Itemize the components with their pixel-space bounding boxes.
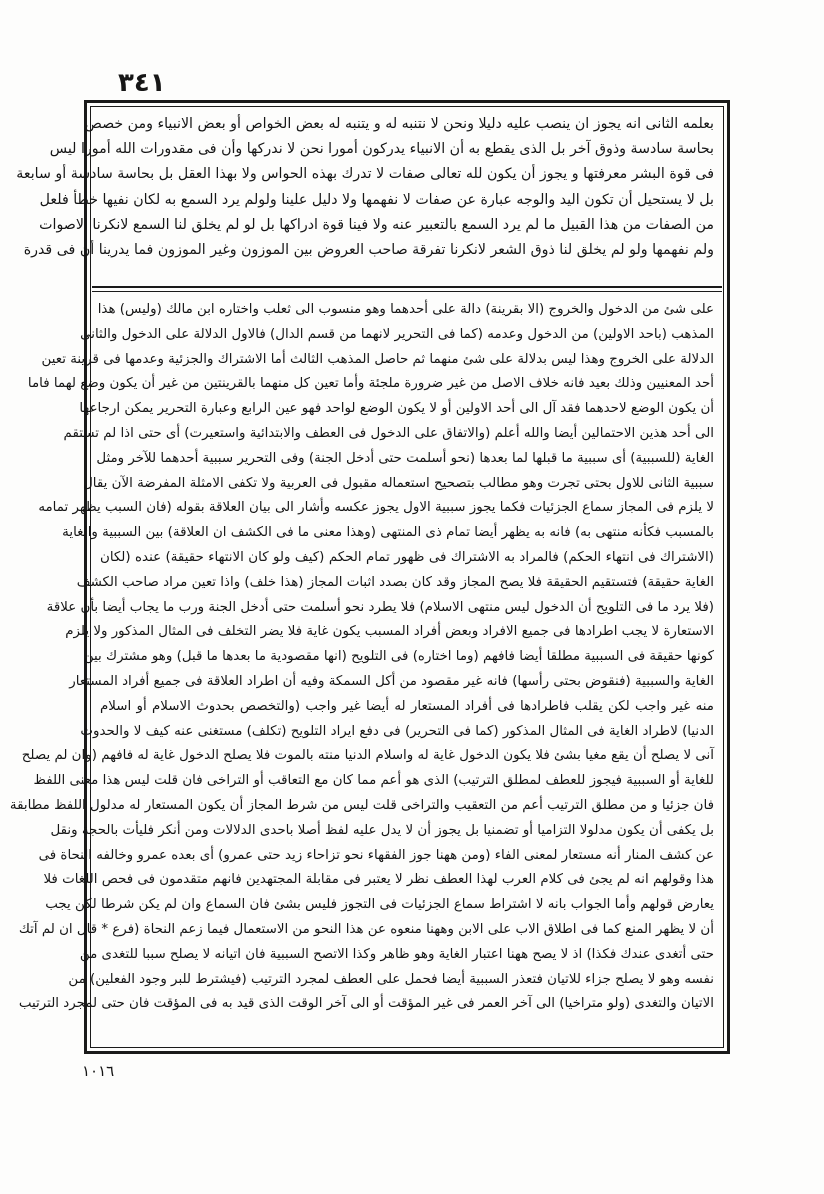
main-text-line: بل لا يستحيل أن تكون اليد والوجه عبارة عن صفات لا نفهمها ولا دليل علينا ولولم يرد السمع به لكان نفيها خطأ فلعل — [39, 191, 714, 208]
commentary-line: أحد المعنيين وذلك بعيد فانه خلاف الاصل من غير ضرورة ملجئة وأما تعين كل منهما بالقرينتين من غير أن يكون وضع لهما فاما — [27, 376, 714, 392]
main-text-block — [16, 112, 714, 272]
commentary-line: كونها حقيقة فى السببية مطلقا أيضا فافهم (وما اختاره) فى التلويح (انها مقصودية ما بعدها ما قبل) وهو مشترك بين — [83, 649, 714, 665]
main-text-line: فى قوة البشر معرفتها و يجوز أن يكون لله تعالى صفات لا تدرك بهذه الحواس ولا بهذا العقل بل بحاسة سادسة أو سابعة — [16, 166, 714, 183]
commentary-line: سببية الثانى للاول بحتى تجرت وهو مطالب بتصحيح استعماله مقبول فى العربية ولا تكفى الامثلة المفرضة الآن يقال — [83, 475, 714, 491]
commentary-line: (الاشتراك فى انتهاء الحكم) فالمراد به الاشتراك فى ظهور تمام الحكم (كيف ولو كان الانتهاء حقيقة) عنده (لكان — [100, 549, 714, 565]
commentary-line: يعارض قولهم وأما الجواب بانه لا اشتراط سماع الجزئيات فى التجوز فليس بشئ فان السماع وان لم يكن شرطا لكن يجب — [45, 897, 714, 913]
commentary-line: الدنيا) لاطراد الغاية فى المثال المذكور (كما فى التحرير) فى دفع ايراد التلويح (تكلف) مستغنى عنه كيف لا والحدوث — [80, 723, 714, 739]
main-text-line: من الصفات من هذا القبيل ما لم يرد السمع بالتعبير عنه ولا فينا قوة ادراكها بل لو لم يخلق لنا السمع لانكرنا الاصوات — [39, 216, 714, 233]
commentary-line: الغاية (للسببية) أى سببية ما قبلها لما بعدها (نحو أسلمت حتى أدخل الجنة) وفى التحرير سببية أحدهما للآخر ومثل — [96, 450, 714, 466]
commentary-line: الغاية حقيقة) فتستقيم الحقيقة فلا يصح المجاز وقد كان بصدد اثبات المجاز (هذا خلف) واذا تعين مراد صاحب الكشف — [76, 574, 714, 590]
commentary-line: نفسه وهو لا يصلح جزاء للاتيان فتعذر السببية أيضا فحمل على العطف لمجرد الترتيب (فيشترط للبر وجود الفعلين) من — [68, 971, 714, 987]
commentary-line: عن كشف المنار أنه مستعار لمعنى الفاء (ومن ههنا جوز الفقهاء نحو تزاحاء زيد حتى عمرو) أى بعده عمرو وخالفه النحاة فى — [38, 847, 714, 863]
commentary-line: الدلالة على الخروج وهذا ليس بدلالة على شئ منهما ثم حاصل المذهب الثالث أما الاشتراك والجزئية وعدمها فى قرينة تعين — [41, 351, 714, 367]
commentary-line: الى أحد هذين الاحتمالين أيضا والله أعلم (والاتفاق على الدخول فى العطف والابتدائية واستعيرت) أى حتى اذا لم تستقم — [63, 425, 714, 441]
commentary-line: لا يلزم فى المجاز سماع الجزئيات فكما يجوز سببية الاول يجوز عكسه وأشار الى بيان العلاقة بقوله (فان السبب يظهر تمامه — [38, 500, 714, 516]
commentary-text-block — [9, 298, 714, 1042]
commentary-line: للغاية أو السببية فيجوز للعطف لمطلق الترتيب) الذى هو أعم مما كان مع التعاقب أو التراخى فان قلت ليس هذا معنى اللفظ — [33, 773, 714, 789]
commentary-line: بالمسبب فكأنه منتهى به) فانه به يظهر أيضا تمام ذى المنتهى (وهذا معنى ما فى الكشف ان العلاقة) بين السببية والغاية — [62, 525, 714, 541]
commentary-line: أن لا يظهر المنع كما فى اطلاق الاب على الابن وههنا منعوه عن هذا النحو من الاستعمال فيما زعم النحاة (فرع * قال ان لم آتك — [18, 921, 714, 937]
commentary-line: الاستعارة لا يجب اطرادها فى جميع الافراد وبعض أفراد المسبب يكون غاية فلا يضر التخلف فى المثال المذكور ولا يلزم — [65, 624, 714, 640]
commentary-line: الغاية والسببية (فنقوض بحتى رأسها) فانه غير مقصود من أكل السمكة وفيه أن اطراد العلاقة فى جميع أفراد المستعار — [69, 673, 714, 689]
section-divider-inner — [92, 291, 722, 292]
commentary-line: آنى لا يصلح أن يقع مغيا بشئ فلا يكون الدخول غاية له واسلام الدنيا منته بالموت فلا يصلح الدخول غاية له فافهم (وان لم يصلح — [21, 748, 714, 764]
main-text-line: ولم نفهمها ولو لم يخلق لنا ذوق الشعر لانكرنا تفرقة صاحب العروض بين الموزون وغير الموزون فما يدرينا أن فى قدرة — [23, 242, 714, 259]
main-text-line: بحاسة سادسة وذوق آخر بل الذى يقطع به أن الانبياء يدركون أمورا نحن لا ندركها وأن فى مقدورات الله أمورا ليس — [49, 141, 714, 158]
commentary-line: المذهب (باحد الاولين) من الدخول وعدمه (كما فى التحرير لانهما من قسم الدال) فالاول الدلالة على الدخول والثانى — [80, 326, 714, 342]
commentary-line: (فلا يرد ما فى التلويح أن الدخول ليس منتهى الاسلام) فلا يطرد نحو أسلمت حتى أدخل الجنة ورب ما يجاب أيضا بأن علاقة — [46, 599, 714, 615]
section-divider — [92, 286, 722, 288]
commentary-line: هذا وقولهم انه لم يجئ فى كلام العرب لهذا العطف نظر لا يعتبر فى مقابلة المجتهدين فانهم متقدمون فى فحص اللغات فلا — [43, 872, 714, 888]
commentary-line: فان جزئيا و من مطلق الترتيب أعم من التعقيب والتراخى قلت ليس من شرط المجاز أن يكون المستعار له مدلول اللفظ مطابقة — [9, 797, 714, 813]
commentary-line: الاتيان والتغدى (ولو متراخيا) الى آخر العمر فى غير المؤقت أو الى آخر الوقت الذى قيد به فى المؤقت فان حتى لمجرد الترتيب — [18, 996, 714, 1012]
main-text-line: بعلمه الثانى انه يجوز ان ينصب عليه دليلا ونحن لا نتنبه له و يتنبه له بعض الخواص أو بعض الانبياء ومن خصص — [84, 116, 714, 132]
commentary-line: بل يكفى أن يكون مدلولا التزاميا أو تضمنيا بل يجوز أن لا يدل عليه لفظ أصلا باحدى الدلالات ومن أنكر فليأت بالحجة ونقل — [50, 822, 714, 838]
page-signature: ١٠١٦ — [82, 1062, 115, 1080]
commentary-line: أن يكون الوضع لاحدهما فقد آل الى أحد الاولين أو لا يكون الوضع لواحد فهو عين الرابع وعبارة التحرير يمكن ارجاعها — [79, 401, 714, 417]
page-number: ٣٤١ — [118, 68, 166, 98]
commentary-line: حتى أتغدى عندك فكذا) اذ لا يصح ههنا اعتبار الغاية وهو ظاهر وكذا الاتصح السببية فان اتيانه لا يصلح سببا للتغدى من — [79, 946, 714, 962]
commentary-line: على شئ من الدخول والخروج (الا بقرينة) دالة على أحدهما وهو منسوب الى ثعلب واختاره ابن مالك (وليس) هذا — [97, 302, 714, 317]
commentary-line: منه غير واجب لكن يقلب فاطرادها فى أفراد المستعار له أيضا غير واجب (والتخصص بحدوث الاسلام أو اسلام — [100, 698, 714, 714]
